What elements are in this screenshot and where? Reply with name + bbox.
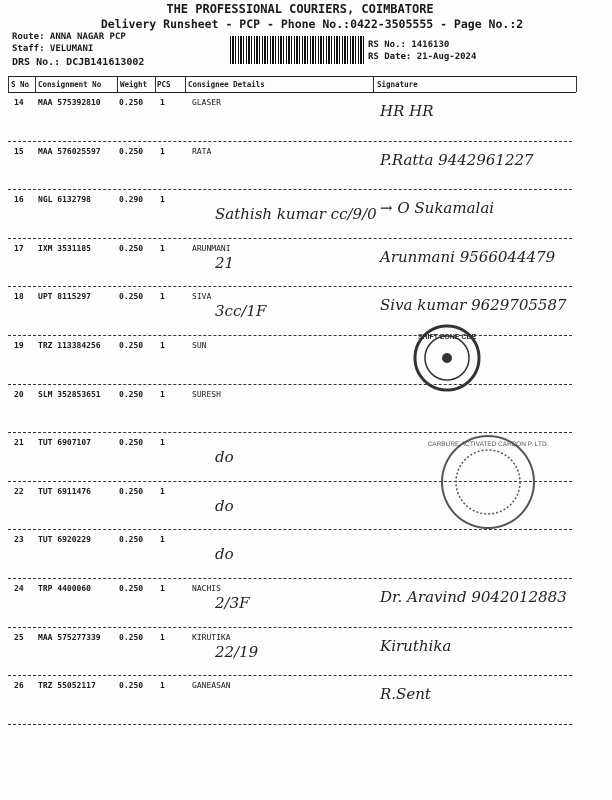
svg-text:SHIFT ZONE CBE: SHIFT ZONE CBE (417, 334, 477, 341)
col-divider (373, 76, 374, 92)
row-consignee-name: SURESH (192, 389, 221, 399)
row-consignment-no: NGL 6132798 (38, 195, 91, 205)
row-consignment-no: TRZ 55052117 (38, 681, 96, 691)
header-pcs: PCS (157, 80, 171, 89)
col-divider (35, 76, 36, 92)
handwritten-signature: Siva kumar 9629705587 (380, 296, 567, 315)
row-separator (8, 238, 572, 239)
row-separator (8, 141, 572, 142)
row-consignment-no: TRZ 113384256 (38, 341, 101, 350)
staff-label: Staff: VELUMANI (12, 44, 94, 54)
row-weight: 0.250 (119, 98, 144, 107)
row-separator (8, 627, 572, 628)
row-weight: 0.250 (119, 681, 144, 691)
row-consignment-no: MAA 575392810 (38, 98, 101, 107)
carbon-company-stamp (427, 432, 549, 532)
row-weight: 0.250 (119, 584, 144, 593)
handwritten-detail: do (215, 448, 234, 467)
barcode (230, 36, 366, 64)
header-top-rule (8, 76, 576, 77)
handwritten-detail: do (215, 545, 234, 564)
row-sno: 21 (14, 438, 24, 448)
row-sno: 25 (14, 632, 24, 642)
row-separator (8, 724, 572, 725)
header-consignee: Consignee Details (188, 80, 265, 89)
row-weight: 0.250 (119, 535, 144, 545)
row-sno: 22 (14, 486, 24, 496)
handwritten-detail: Sathish kumar cc/9/0 (215, 205, 377, 224)
row-separator (8, 578, 572, 579)
row-sno: 20 (14, 389, 24, 399)
company-title: THE PROFESSIONAL COURIERS, COIMBATORE (166, 2, 434, 16)
handwritten-detail: 2/3F (215, 594, 250, 612)
handwritten-signature: → O Sukamalai (380, 199, 495, 218)
rs-number: RS No.: 1416130 (368, 40, 450, 50)
row-weight: 0.250 (119, 146, 144, 156)
handwritten-signature: Arunmani 9566044479 (380, 247, 556, 266)
row-sno: 16 (14, 195, 24, 205)
row-consignee-name: ARUNMANI (192, 243, 231, 253)
cbe-zone-stamp (412, 323, 482, 393)
row-weight: 0.290 (119, 195, 144, 205)
row-consignee-name: GLASER (192, 98, 221, 107)
row-consignee-name: KIRUTIKA (192, 632, 231, 642)
row-pcs: 1 (160, 146, 165, 156)
row-pcs: 1 (160, 389, 165, 399)
row-weight: 0.250 (119, 341, 144, 350)
header-weight: Weight (120, 80, 148, 89)
row-pcs: 1 (160, 584, 165, 593)
row-separator (8, 335, 572, 336)
row-consignment-no: IXM 3531185 (38, 243, 91, 253)
row-pcs: 1 (160, 292, 165, 302)
row-separator (8, 675, 572, 676)
row-weight: 0.250 (119, 438, 144, 448)
handwritten-detail: 3cc/1F (215, 302, 267, 321)
row-separator (8, 286, 572, 287)
row-consignee-name: SUN (192, 341, 207, 350)
col-divider (185, 76, 186, 92)
row-pcs: 1 (160, 243, 165, 253)
row-pcs: 1 (160, 535, 165, 545)
handwritten-signature: R.Sent (380, 685, 431, 704)
row-sno: 17 (14, 243, 24, 253)
handwritten-signature: P.Ratta 9442961227 (380, 150, 534, 169)
row-pcs: 1 (160, 681, 165, 691)
row-consignment-no: TRP 4400060 (38, 584, 91, 593)
row-weight: 0.250 (119, 389, 144, 399)
row-sno: 26 (14, 681, 24, 691)
handwritten-detail: do (215, 496, 234, 515)
row-sno: 14 (14, 98, 24, 107)
row-consignment-no: TUT 6920229 (38, 535, 91, 545)
row-pcs: 1 (160, 195, 165, 205)
row-consignment-no: MAA 576025597 (38, 146, 101, 156)
header-signature: Signature (377, 80, 418, 89)
row-consignment-no: SLM 352853651 (38, 389, 101, 399)
row-weight: 0.250 (119, 292, 144, 302)
row-sno: 23 (14, 535, 24, 545)
row-sno: 24 (14, 584, 24, 593)
row-weight: 0.250 (119, 632, 144, 642)
handwritten-signature: HR HR (380, 102, 434, 120)
header-consignment: Consignment No (38, 80, 102, 89)
col-divider (576, 76, 577, 92)
rs-date: RS Date: 21-Aug-2024 (368, 52, 477, 62)
row-pcs: 1 (160, 486, 165, 496)
runsheet-subtitle: Delivery Runsheet - PCP - Phone No.:0422-3505555 - Page No.:2 (100, 17, 524, 31)
row-pcs: 1 (160, 632, 165, 642)
row-sno: 18 (14, 292, 24, 302)
row-consignment-no: TUT 6911476 (38, 486, 91, 496)
row-consignment-no: TUT 6907107 (38, 438, 91, 448)
row-weight: 0.250 (119, 243, 144, 253)
row-consignment-no: UPT 8115297 (38, 292, 91, 302)
handwritten-detail: 21 (215, 253, 235, 272)
row-weight: 0.250 (119, 486, 144, 496)
row-pcs: 1 (160, 438, 165, 448)
col-divider (155, 76, 156, 92)
row-sno: 15 (14, 146, 24, 156)
row-separator (8, 384, 572, 385)
row-consignee-name: GANEASAN (192, 681, 231, 691)
row-consignee-name: NACHIS (192, 584, 221, 593)
header-bottom-rule (8, 92, 576, 93)
row-consignee-name: SIVA (192, 292, 212, 302)
row-consignee-name: RATA (192, 146, 212, 156)
row-sno: 19 (14, 341, 24, 350)
handwritten-signature: Dr. Aravind 9042012883 (380, 588, 567, 606)
col-divider (8, 76, 9, 92)
route-label: Route: ANNA NAGAR PCP (12, 32, 126, 42)
handwritten-detail: 22/19 (215, 642, 259, 661)
header-sno: S No (11, 80, 30, 89)
drs-number: DRS No.: DCJB141613002 (12, 57, 145, 68)
row-pcs: 1 (160, 341, 165, 350)
row-separator (8, 189, 572, 190)
handwritten-signature: Kiruthika (380, 636, 452, 655)
col-divider (117, 76, 118, 92)
row-consignment-no: MAA 575277339 (38, 632, 101, 642)
row-pcs: 1 (160, 98, 165, 107)
svg-text:CARBURE ACTIVATED CARBON P. LT: CARBURE ACTIVATED CARBON P. LTD. (427, 441, 549, 448)
